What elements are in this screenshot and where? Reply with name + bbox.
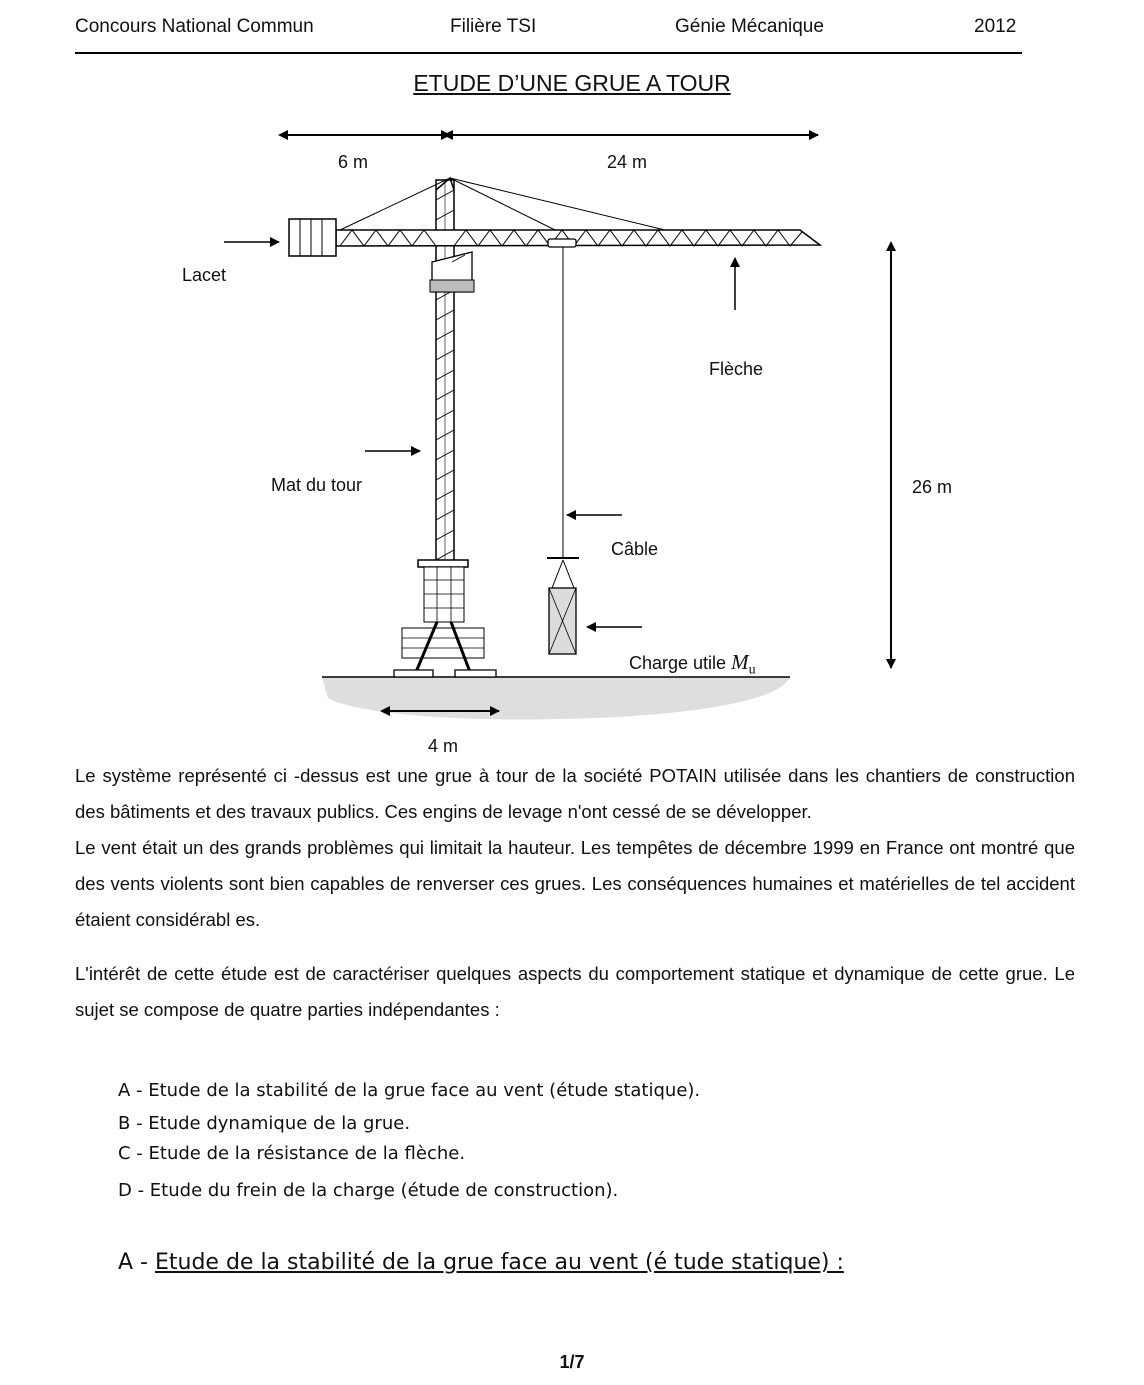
label-charge-utile <box>629 650 756 679</box>
mast-base <box>394 560 496 677</box>
tie-rods <box>340 178 665 230</box>
section-heading <box>118 1250 844 1275</box>
dim-label-jib: 24 m <box>607 152 648 172</box>
page-number: 1/7 <box>559 1352 585 1372</box>
header-year: 2012 <box>974 16 1017 37</box>
label-fleche: Flèche <box>709 359 764 379</box>
dim-label-base: 4 m <box>428 736 459 756</box>
jib-lattice <box>336 230 820 246</box>
part-item-a: A - Etude de la stabilité de la grue face au vent (étude statique). <box>118 1080 701 1101</box>
section-prefix: A - <box>118 1250 155 1275</box>
header-subject: Génie Mécanique <box>675 16 824 37</box>
part-item-c: C - Etude de la résistance de la flèche. <box>118 1143 466 1164</box>
load-slings <box>552 560 574 588</box>
dim-label-height: 26 m <box>912 477 953 497</box>
trolley <box>548 239 576 247</box>
section-title: Etude de la stabilité de la grue face au vent (é tude statique) : <box>154 1250 844 1275</box>
payload-box <box>549 588 576 654</box>
charge-symbol: M <box>731 650 749 674</box>
part-item-d: D - Etude du frein de la charge (étude de construction). <box>118 1180 619 1201</box>
counterweight <box>289 219 336 256</box>
document-title: ETUDE D’UNE GRUE A TOUR <box>413 70 731 96</box>
dim-label-counter-jib: 6 m <box>338 152 369 172</box>
charge-subscript: u <box>748 662 756 678</box>
label-mat-du-tour: Mat du tour <box>271 475 363 495</box>
header-exam-name: Concours National Commun <box>75 16 314 37</box>
intro-paragraph-2: Le vent était un des grands problèmes qui limitait la hauteur. Les tempêtes de décembre 1999 en France ont montré que des vents violents sont bien capables de renverser ces grues. Les conséquences humaines et matérielles de tel accident étaient considérabl es. <box>75 837 1075 930</box>
label-cable: Câble <box>611 539 659 559</box>
ground <box>322 677 790 720</box>
intro-paragraph-1: Le système représenté ci -dessus est une grue à tour de la société POTAIN utilisée dans les chantiers de construction des bâtiments et des travaux publics. Ces engins de levage n'ont cessé de se développer. <box>75 765 1075 822</box>
part-item-b: B - Etude dynamique de la grue. <box>118 1113 411 1134</box>
label-charge-text: Charge utile <box>629 653 727 673</box>
intro-paragraph-3: L'intérêt de cette étude est de caractériser quelques aspects du comportement statique et dynamique de cette grue. Le sujet se compose de quatre parties indépendantes : <box>75 963 1075 1020</box>
label-lacet: Lacet <box>182 265 227 285</box>
header-filiere: Filière TSI <box>450 16 537 37</box>
